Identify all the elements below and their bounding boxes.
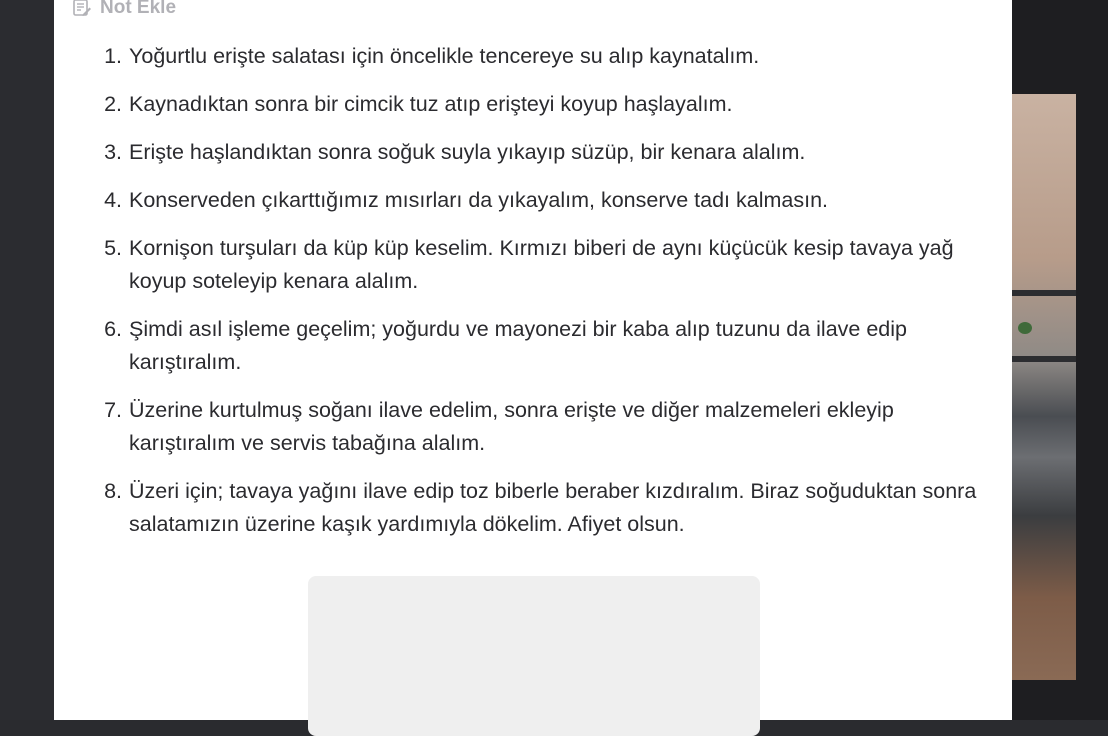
left-frame [0,0,54,720]
add-note-button[interactable] [72,0,176,20]
recipe-step [84,88,1004,121]
step-number: 5. [104,236,122,260]
step-number: 1. [104,44,122,68]
step-text: Yoğurtlu erişte salatası için öncelikle tencereye su alıp kaynatalım. [129,44,760,68]
recipe-step [84,394,1004,460]
step-text: Şimdi asıl işleme geçelim; yoğurdu ve mayonezi bir kaba alıp tuzunu da ilave edip karıştıralım. [129,317,907,374]
recipe-steps-list [84,40,1004,556]
recipe-step [84,136,1004,169]
photo-plant [1018,322,1032,334]
recipe-sheet [54,0,1012,720]
step-text: Konserveden çıkarttığımız mısırları da yıkayalım, konserve tadı kalmasın. [129,188,829,212]
step-text: Üzerine kurtulmuş soğanı ilave edelim, sonra erişte ve diğer malzemeleri ekleyip karıştıralım ve servis tabağına alalım. [129,398,894,455]
step-number: 6. [104,317,122,341]
recipe-step [84,232,1004,298]
recipe-step [84,313,1004,379]
step-number: 3. [104,140,122,164]
step-text: Kaynadıktan sonra bir cimcik tuz atıp erişteyi koyup haşlayalım. [129,92,733,116]
note-edit-icon [72,0,92,18]
recipe-step [84,475,1004,541]
recipe-step [84,40,1004,73]
photo-shelf [1012,290,1076,296]
step-number: 8. [104,479,122,503]
add-note-label: Not Ekle [100,0,177,18]
step-text: Kornişon turşuları da küp küp keselim. Kırmızı biberi de aynı küçücük kesip tavaya yağ koyup soteleyip kenara alalım. [129,236,954,293]
ad-placeholder [308,576,760,736]
step-text: Üzeri için; tavaya yağını ilave edip toz biberle beraber kızdıralım. Biraz soğuduktan sonra salatamızın üzerine kaşık yardımıyla dökelim. Afiyet olsun. [129,479,977,536]
step-text: Erişte haşlandıktan sonra soğuk suyla yıkayıp süzüp, bir kenara alalım. [129,140,806,164]
step-number: 4. [104,188,122,212]
step-number: 7. [104,398,122,422]
background-photo [1012,94,1076,680]
step-number: 2. [104,92,122,116]
photo-shelf [1012,356,1076,362]
recipe-step [84,184,1004,217]
